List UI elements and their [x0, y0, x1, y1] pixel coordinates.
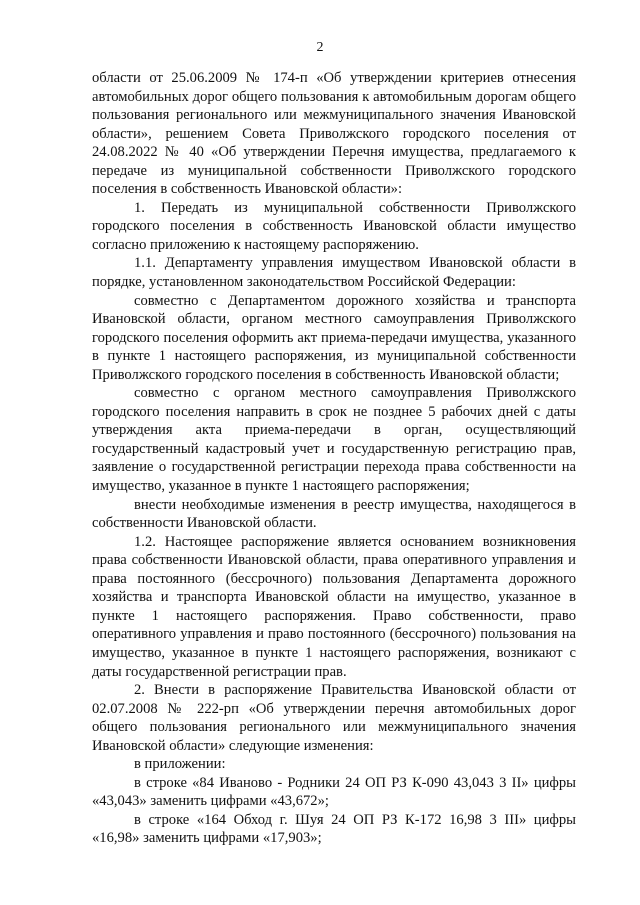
- paragraph-item-1-2: 1.2. Настоящее распоряжение является основанием возникновения права собственности Ивановской области, права оперативного управления и права постоянного (бессрочного) пользования Департамента дорожного хозяйства и транспорта Ивановской области на имущество, указанное в пункте 1 настоящего распоряжения. Право собственности, право оперативного управления и право постоянного (бессрочного) пользования на имущество, указанное в пункте 1 настоящего распоряжения, возникают с даты государственной регистрации прав.: [92, 533, 576, 680]
- page-number: 2: [316, 40, 324, 55]
- paragraph-row-84: в строке «84 Иваново - Родники 24 ОП РЗ К-090 43,043 3 II» цифры «43,043» заменить цифрами «43,672»;: [92, 774, 576, 810]
- paragraph-item-2: 2. Внести в распоряжение Правительства Ивановской области от 02.07.2008 № 222-рп «Об утверждении перечня автомобильных дорог общего пользования регионального или межмуниципального значения Ивановской области» следующие изменения:: [92, 682, 576, 754]
- paragraph-row-164: в строке «164 Обход г. Шуя 24 ОП РЗ К-172 16,98 3 III» цифры «16,98» заменить цифрами «17,903»;: [92, 811, 576, 847]
- paragraph-item-1-1: 1.1. Департаменту управления имуществом Ивановской области в порядке, установленном законодательством Российской Федерации:: [92, 255, 576, 291]
- paragraph-in-appendix: в приложении:: [134, 756, 226, 773]
- document-body: [92, 69, 576, 848]
- paragraph-item-1: 1. Передать из муниципальной собственности Приволжского городского поселения в собственность Ивановской области имущество согласно приложению к настоящему распоряжению.: [92, 199, 576, 253]
- paragraph-act-of-transfer: совместно с Департаментом дорожного хозяйства и транспорта Ивановской области, органом местного самоуправления Приволжского городского поселения оформить акт приема-передачи имущества, указанного в пункте 1 настоящего распоряжения, из муниципальной собственности Приволжского городского поселения в собственность Ивановской области;: [92, 292, 576, 383]
- paragraph-registration-application: совместно с органом местного самоуправления Приволжского городского поселения направить в срок не позднее 5 рабочих дней с даты утверждения акта приема-передачи в орган, осуществляющий государственный кадастровый учет и государственную регистрацию прав, заявление о государственной регистрации перехода права собственности на имущество, указанное в пункте 1 настоящего распоряжения;: [92, 385, 576, 495]
- paragraph-registry-changes: внести необходимые изменения в реестр имущества, находящегося в собственности Ивановской области.: [92, 496, 576, 532]
- paragraph-preamble-continuation: области от 25.06.2009 № 174-п «Об утверждении критериев отнесения автомобильных дорог общего пользования к автомобильным дорогам общего пользования регионального или межмуниципального значения Ивановской области», решением Совета Приволжского городского поселения от 24.08.2022 № 40 «Об утверждении Перечня имущества, предлагаемого к передаче из муниципальной собственности Приволжского городского поселения в собственность Ивановской области»:: [92, 70, 576, 198]
